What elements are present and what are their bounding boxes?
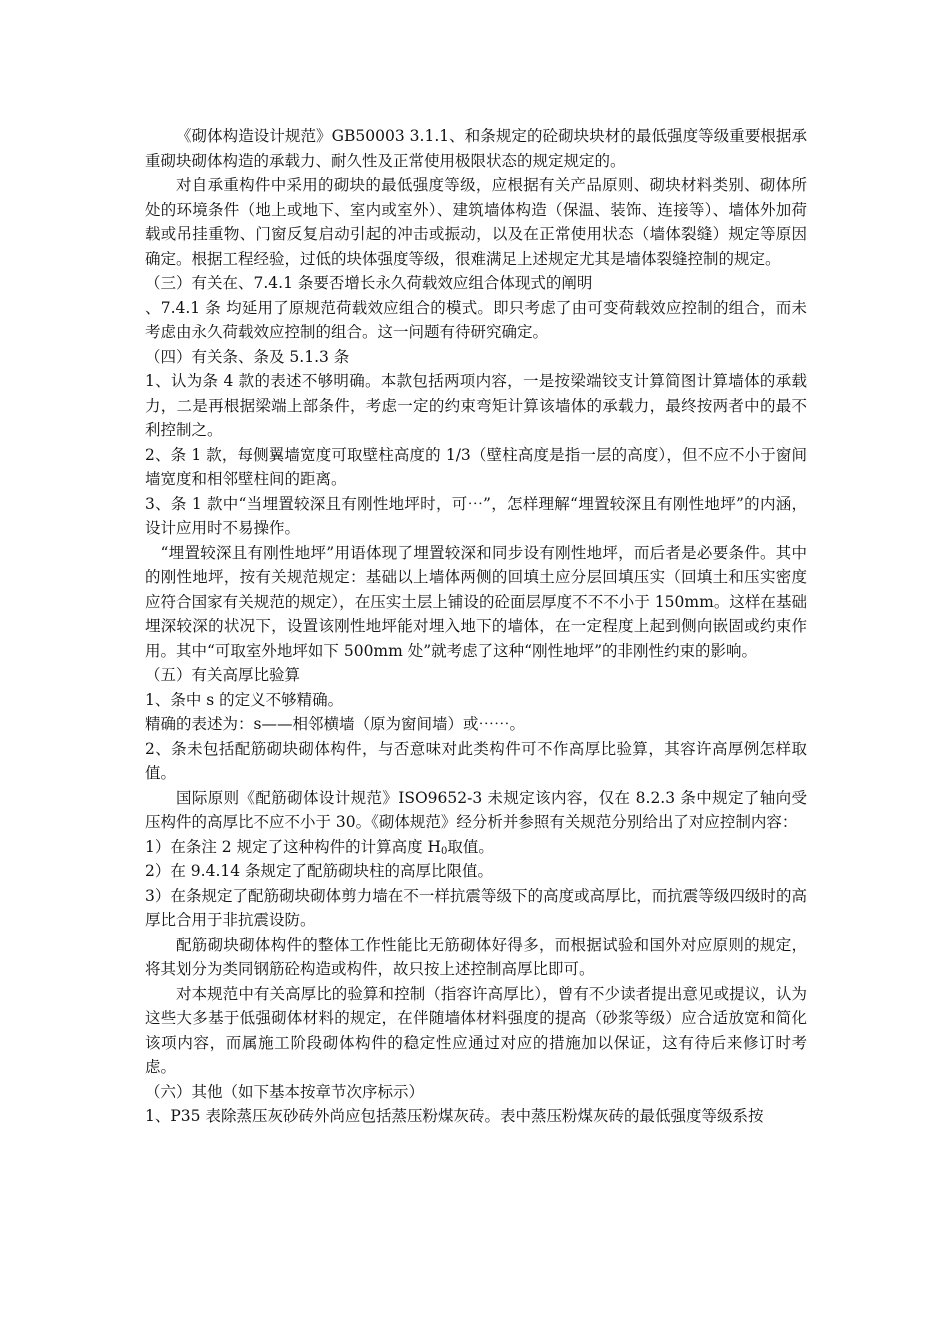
list-item: 1、P35 表除蒸压灰砂砖外尚应包括蒸压粉煤灰砖。表中蒸压粉煤灰砖的最低强度等级系按	[145, 1107, 764, 1125]
document-body	[145, 124, 807, 1129]
paragraph: 配筋砌块砌体构件的整体工作性能比无筋砌体好得多，而根据试验和国外对应原则的规定，将其划分为类同钢筋砼构造或构件，故只按上述控制高厚比即可。	[145, 935, 807, 978]
list-item: 1、认为条 4 款的表述不够明确。本款包括两项内容，一是按梁端铰支计算简图计算墙体的承载力，二是再根据梁端上部条件，考虑一定的约束弯矩计算该墙体的承载力，最终按两者中的最不利控制之。	[145, 372, 807, 439]
paragraph: 《砌体构造设计规范》GB50003 3.1.1、和条规定的砼砌块块材的最低强度等级重要根据承重砌块砌体构造的承载力、耐久性及正常使用极限状态的规定规定的。	[145, 127, 807, 170]
paragraph: 、7.4.1 条 均延用了原规范荷载效应组合的模式。即只考虑了由可变荷载效应控制的组合，而未考虑由永久荷载效应控制的组合。这一问题有待研究确定。	[145, 298, 807, 341]
subscript: 0	[441, 845, 448, 857]
section-heading: （六）其他（如下基本按章节次序标示）	[145, 1082, 425, 1101]
list-item: 2、条 1 款，每侧翼墙宽度可取壁柱高度的 1/3（壁柱高度是指一层的高度），但不应不小于窗间墙宽度和相邻壁柱间的距离。	[145, 445, 807, 488]
list-item: 2、条未包括配筋砌块砌体构件，与否意味对此类构件可不作高厚比验算，其容许高厚例怎样取值。	[145, 739, 807, 782]
section-heading: （三）有关在、7.4.1 条要否增长永久荷载效应组合体现式的阐明	[145, 274, 593, 292]
paragraph: 精确的表述为：s——相邻横墙（原为窗间墙）或⋯⋯。	[145, 715, 525, 733]
paragraph: 国际原则《配筋砌体设计规范》ISO9652-3 未规定该内容，仅在 8.2.3 条中规定了轴向受压构件的高厚比不应不小于 30。《砌体规范》经分析并参照有关规范分别给出了对应控制内容：	[145, 788, 807, 831]
list-item	[145, 835, 807, 860]
list-item: 3、条 1 款中“当埋置较深且有刚性地坪时，可⋯”，怎样理解“埋置较深且有刚性地坪”的内涵，设计应用时不易操作。	[145, 494, 807, 537]
list-item: 1、条中 s 的定义不够精确。	[145, 690, 344, 709]
paragraph: 对本规范中有关高厚比的验算和控制（指容许高厚比），曾有不少读者提出意见或提议，认为这些大多基于低强砌体材料的规定，在伴随墙体材料强度的提高（砂浆等级）应合适放宽和简化该项内容，而属施工阶段砌体构件的稳定性应通过对应的措施加以保证，这有待后来修订时考虑。	[145, 984, 807, 1076]
list-item-text-after: 取值。	[447, 837, 494, 856]
paragraph: 对自承重构件中采用的砌块的最低强度等级，应根据有关产品原则、砌块材料类别、砌体所处的环境条件（地上或地下、室内或室外）、建筑墙体构造（保温、装饰、连接等）、墙体外加荷载或吊挂重物、门窗反复启动引起的冲击或振动，以及在正常使用状态（墙体裂缝）规定等原因确定。根据工程经验，过低的块体强度等级，很难满足上述规定尤其是墙体裂缝控制的规定。	[145, 176, 807, 268]
section-heading: （四）有关条、条及 5.1.3 条	[145, 347, 350, 366]
section-heading: （五）有关高厚比验算	[145, 666, 301, 684]
list-item: 3）在条规定了配筋砌块砌体剪力墙在不一样抗震等级下的高度或高厚比，而抗震等级四级时的高厚比合用于非抗震设防。	[145, 886, 807, 929]
paragraph: “埋置较深且有刚性地坪”用语体现了埋置较深和同步设有刚性地坪，而后者是必要条件。其中的刚性地坪，按有关规范规定：基础以上墙体两侧的回填土应分层回填压实（回填土和压实密度应符合国家有关规范的规定），在压实土层上铺设的砼面层厚度不不不小于 150mm。这样在基础埋深较深的状况下，设置该刚性地坪能对埋入地下的墙体，在一定程度上起到侧向嵌固或约束作用。其中“可取室外地坪如下 500mm 处”就考虑了这种“刚性地坪”的非刚性约束的影响。	[145, 543, 807, 660]
list-item: 2）在 9.4.14 条规定了配筋砌块柱的高厚比限值。	[145, 862, 494, 880]
list-item-text: 1）在条注 2 规定了这种构件的计算高度 H	[145, 837, 442, 856]
